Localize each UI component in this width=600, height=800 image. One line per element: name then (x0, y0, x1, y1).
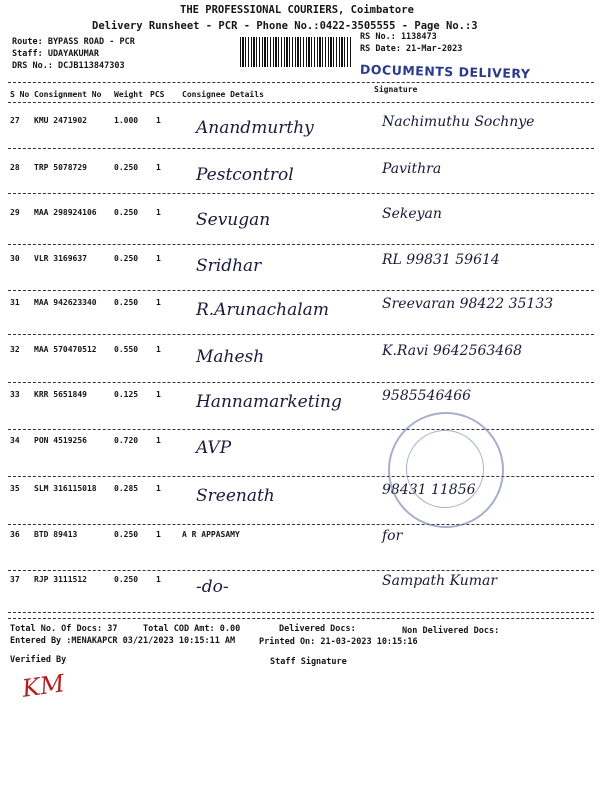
row-sno: 34 (10, 436, 20, 445)
col-consignment: Consignment No (34, 90, 102, 99)
row-sno: 27 (10, 116, 20, 125)
entered-by: Entered By :MENAKAPCR 03/21/2023 10:15:11 AM (10, 636, 236, 646)
row-pcs: 1 (156, 484, 161, 493)
divider (8, 82, 594, 83)
runsheet-line: Delivery Runsheet - PCR - Phone No.:0422-3505555 - Page No.:3 (92, 20, 478, 32)
row-handwritten-consignee: Pestcontrol (196, 165, 294, 185)
row-pcs: 1 (156, 575, 161, 584)
verifier-initials: KM (20, 669, 67, 703)
row-weight: 0.250 (114, 208, 139, 217)
row-consignee: A R APPASAMY (182, 530, 240, 539)
staff-signature: Staff Signature (270, 657, 347, 667)
row-divider (8, 334, 594, 335)
row-handwritten-consignee: Sevugan (196, 210, 271, 230)
row-handwritten-consignee: Sridhar (196, 256, 262, 276)
divider (8, 102, 594, 103)
col-sno: S No (10, 90, 30, 99)
row-sno: 30 (10, 254, 20, 263)
row-divider (8, 524, 594, 525)
col-signature: Signature (374, 85, 418, 94)
col-consignee: Consignee Details (182, 90, 264, 99)
row-consignment: SLM 316115018 (34, 484, 97, 493)
col-pcs: PCS (150, 90, 165, 99)
row-consignment: TRP 5078729 (34, 163, 87, 172)
row-handwritten-signature: 98431 11856 (382, 482, 476, 498)
row-divider (8, 429, 594, 430)
rs-date: RS Date: 21-Mar-2023 (360, 44, 463, 54)
row-handwritten-consignee: R.Arunachalam (196, 300, 329, 320)
row-consignment: MAA 570470512 (34, 345, 97, 354)
row-divider (8, 570, 594, 571)
row-handwritten-signature: 9585546466 (382, 388, 472, 404)
route: Route: BYPASS ROAD - PCR (12, 37, 135, 47)
total-docs: Total No. Of Docs: 37 (10, 624, 118, 634)
row-consignment: VLR 3169637 (34, 254, 87, 263)
row-consignment: KMU 2471902 (34, 116, 87, 125)
non-delivered-docs: Non Delivered Docs: (402, 626, 500, 636)
row-pcs: 1 (156, 530, 161, 539)
drs-number: DRS No.: DCJB113847303 (12, 61, 125, 71)
row-sno: 32 (10, 345, 20, 354)
row-divider (8, 382, 594, 383)
row-consignment: BTD 89413 (34, 530, 78, 539)
institute-seal-inner (406, 430, 484, 508)
printed-on: Printed On: 21-03-2023 10:15:16 (259, 637, 418, 647)
row-sno: 33 (10, 390, 20, 399)
barcode (240, 37, 352, 67)
verified-by: Verified By (10, 655, 67, 665)
row-pcs: 1 (156, 116, 161, 125)
row-handwritten-signature: K.Ravi 9642563468 (382, 343, 523, 359)
row-sno: 37 (10, 575, 20, 584)
row-sno: 35 (10, 484, 20, 493)
row-weight: 1.000 (114, 116, 139, 125)
row-handwritten-consignee: Mahesh (196, 347, 265, 367)
divider (8, 618, 594, 619)
delivered-docs: Delivered Docs: (279, 624, 356, 634)
row-consignment: MAA 942623340 (34, 298, 97, 307)
documents-delivery-stamp: DOCUMENTS DELIVERY (359, 61, 531, 82)
row-handwritten-consignee: -do- (196, 577, 229, 597)
row-divider (8, 244, 594, 245)
row-divider (8, 148, 594, 149)
staff: Staff: UDAYAKUMAR (12, 49, 99, 59)
row-weight: 0.250 (114, 298, 139, 307)
row-handwritten-consignee: Hannamarketing (196, 392, 342, 412)
company-title: THE PROFESSIONAL COURIERS, Coimbatore (180, 4, 414, 16)
row-consignment: KRR 5651849 (34, 390, 87, 399)
row-divider (8, 612, 594, 613)
row-consignment: MAA 298924106 (34, 208, 97, 217)
row-pcs: 1 (156, 163, 161, 172)
row-pcs: 1 (156, 254, 161, 263)
row-divider (8, 290, 594, 291)
row-sno: 29 (10, 208, 20, 217)
row-weight: 0.250 (114, 254, 139, 263)
row-pcs: 1 (156, 208, 161, 217)
row-handwritten-signature: for (382, 528, 403, 544)
row-consignment: RJP 3111512 (34, 575, 87, 584)
row-sno: 28 (10, 163, 20, 172)
row-weight: 0.285 (114, 484, 139, 493)
row-sno: 31 (10, 298, 20, 307)
row-weight: 0.550 (114, 345, 139, 354)
row-pcs: 1 (156, 436, 161, 445)
row-handwritten-signature: Pavithra (382, 161, 442, 177)
row-handwritten-signature: Nachimuthu Sochnye (382, 114, 535, 130)
row-handwritten-signature: Sampath Kumar (382, 573, 498, 589)
row-pcs: 1 (156, 390, 161, 399)
row-sno: 36 (10, 530, 20, 539)
row-handwritten-consignee: Sreenath (196, 486, 275, 506)
row-handwritten-signature: Sreevaran 98422 35133 (382, 296, 554, 312)
row-consignment: PON 4519256 (34, 436, 87, 445)
row-weight: 0.125 (114, 390, 139, 399)
row-weight: 0.250 (114, 530, 139, 539)
total-cod: Total COD Amt: 0.00 (143, 624, 241, 634)
row-divider (8, 476, 594, 477)
row-pcs: 1 (156, 298, 161, 307)
row-handwritten-signature: RL 99831 59614 (382, 252, 500, 268)
col-weight: Weight (114, 90, 143, 99)
row-pcs: 1 (156, 345, 161, 354)
rs-number: RS No.: 1138473 (360, 32, 437, 42)
row-divider (8, 193, 594, 194)
row-handwritten-consignee: AVP (196, 438, 232, 458)
row-handwritten-consignee: Anandmurthy (196, 118, 314, 138)
row-weight: 0.720 (114, 436, 139, 445)
row-weight: 0.250 (114, 163, 139, 172)
row-weight: 0.250 (114, 575, 139, 584)
row-handwritten-signature: Sekeyan (382, 206, 442, 222)
